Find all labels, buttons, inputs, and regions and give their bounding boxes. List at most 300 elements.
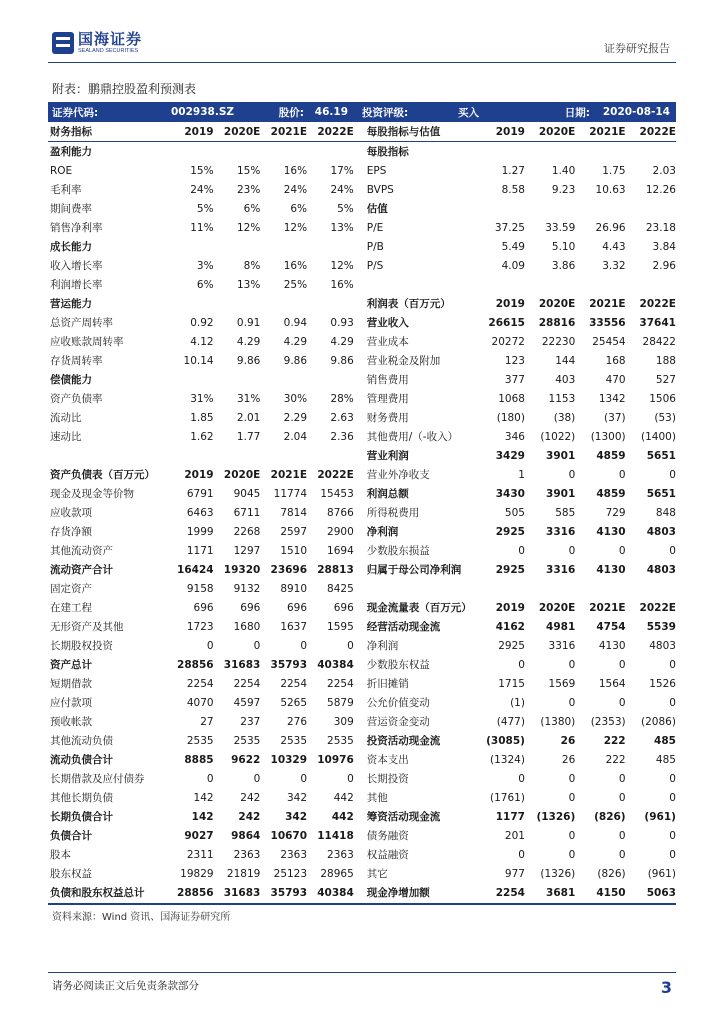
table-row [48, 122, 676, 142]
right-value-cell: 470 [605, 373, 626, 386]
table-row [48, 389, 676, 408]
right-value-cell: (961) [647, 867, 676, 880]
right-value-cell: 201 [504, 829, 525, 842]
left-value-cell: 10670 [270, 829, 308, 842]
right-label-cell: 少数股东损益 [366, 545, 430, 557]
right-value-cell: 2020E [538, 297, 576, 310]
left-value-cell: 31% [236, 392, 261, 405]
ticker-code-label: 证券代码: [52, 106, 99, 119]
right-value-cell: 485 [655, 753, 676, 766]
right-value-cell: (961) [644, 810, 676, 823]
ticker-code-value: 002938.SZ [171, 106, 234, 118]
table-row [48, 655, 676, 674]
left-value-cell: 10.14 [183, 354, 214, 367]
right-value-cell: 2021E [589, 601, 626, 614]
left-value-cell: 1595 [327, 620, 354, 633]
left-value-cell: 1.77 [236, 430, 261, 443]
left-value-cell: 696 [240, 601, 261, 614]
right-label-cell: 营业成本 [366, 336, 409, 348]
table-row [48, 845, 676, 864]
right-value-cell: 0 [669, 696, 676, 709]
left-value-cell: 0.91 [236, 316, 261, 329]
right-value-cell: 403 [555, 373, 576, 386]
left-label-cell: ROE [50, 164, 73, 177]
right-value-cell: 5.49 [501, 240, 525, 253]
right-value-cell: (1) [510, 696, 525, 709]
left-label-cell: 存货周转率 [50, 355, 103, 367]
table-caption: 附表：鹏鼎控股盈利预测表 [52, 82, 197, 96]
right-value-cell: 3.86 [551, 259, 576, 272]
right-value-cell: 0 [669, 848, 676, 861]
left-value-cell: 2022E [317, 125, 354, 138]
header-divider [48, 62, 676, 63]
left-value-cell: 9622 [231, 753, 261, 766]
right-label-cell: 净利润 [366, 640, 399, 652]
left-value-cell: 35793 [270, 886, 308, 899]
left-value-cell: 2597 [280, 525, 308, 538]
right-value-cell: 1.40 [551, 164, 576, 177]
right-value-cell: 3.32 [602, 259, 626, 272]
right-value-cell: 0 [518, 658, 525, 671]
right-value-cell: 0 [568, 772, 576, 785]
right-value-cell: 2020E [538, 601, 576, 614]
right-value-cell: 2.96 [652, 259, 676, 272]
right-label-cell: P/E [366, 221, 384, 234]
right-value-cell: 1569 [548, 677, 576, 690]
right-label-cell: 所得税费用 [366, 507, 420, 519]
left-value-cell: 9158 [186, 582, 214, 595]
right-value-cell: 10.63 [595, 183, 626, 196]
left-value-cell: 35793 [270, 658, 308, 671]
right-value-cell: 2925 [495, 525, 525, 538]
table-row [48, 237, 676, 256]
right-value-cell: (1324) [490, 753, 525, 766]
price-value: 46.19 [314, 106, 348, 118]
table-row [48, 807, 676, 826]
left-value-cell: 19320 [223, 563, 261, 576]
right-value-cell: 3430 [495, 487, 525, 500]
left-label-cell: 负债合计 [50, 830, 92, 842]
table-row [48, 218, 676, 237]
right-label-cell: 利润表（百万元） [366, 298, 451, 310]
table-row [48, 522, 676, 541]
right-value-cell: 1564 [598, 677, 626, 690]
right-value-cell: 8.58 [501, 183, 525, 196]
right-value-cell: 1.75 [602, 164, 626, 177]
left-value-cell: 2363 [233, 848, 261, 861]
left-value-cell: 9864 [231, 829, 261, 842]
left-value-cell: 15453 [320, 487, 354, 500]
left-value-cell: 2535 [327, 734, 354, 747]
right-value-cell: (53) [654, 411, 676, 424]
report-type-label: 证券研究报告 [604, 42, 670, 55]
left-value-cell: 2019 [184, 125, 214, 138]
right-value-cell: 22230 [541, 335, 576, 348]
right-value-cell: 2019 [495, 297, 525, 310]
right-value-cell: 3901 [546, 487, 576, 500]
right-value-cell: 222 [603, 734, 626, 747]
right-value-cell: 4981 [546, 620, 576, 633]
right-label-cell: 归属于母公司净利润 [366, 564, 462, 576]
right-value-cell: (826) [594, 810, 626, 823]
right-value-cell: 37641 [639, 316, 676, 329]
right-value-cell: (3085) [486, 734, 525, 747]
left-value-cell: 342 [285, 810, 308, 823]
right-value-cell: 1526 [649, 677, 676, 690]
company-logo [52, 32, 142, 55]
left-value-cell: 9.86 [236, 354, 261, 367]
price-label: 股价: [278, 106, 304, 119]
left-value-cell: 5% [337, 202, 354, 215]
right-value-cell: 2925 [498, 639, 525, 652]
left-value-cell: 8885 [184, 753, 214, 766]
left-value-cell: 2254 [327, 677, 354, 690]
right-value-cell: 0 [568, 468, 576, 481]
left-label-cell: 流动负债合计 [50, 754, 113, 766]
left-value-cell: 5% [196, 202, 214, 215]
left-value-cell: 28813 [317, 563, 354, 576]
right-label-cell: 净利润 [366, 526, 399, 538]
right-value-cell: 346 [504, 430, 525, 443]
right-value-cell: 26.96 [595, 221, 626, 234]
left-value-cell: 0 [206, 639, 214, 652]
left-label-cell: 在建工程 [50, 602, 92, 614]
right-value-cell: (37) [604, 411, 626, 424]
left-value-cell: 2535 [233, 734, 261, 747]
table-row [48, 199, 676, 218]
right-label-cell: P/B [366, 240, 384, 253]
right-label-cell: 营业税金及附加 [366, 355, 441, 367]
right-value-cell: 3316 [546, 563, 576, 576]
table-row [48, 731, 676, 750]
left-value-cell: 13% [236, 278, 261, 291]
left-value-cell: 2363 [280, 848, 308, 861]
left-label-cell: 速动比 [50, 431, 82, 443]
table-row [48, 503, 676, 522]
left-value-cell: 15% [190, 164, 214, 177]
right-label-cell: 营业外净收支 [366, 469, 430, 481]
left-value-cell: 4.12 [190, 335, 214, 348]
right-value-cell: 0 [669, 772, 676, 785]
left-label-cell: 其他流动负债 [50, 735, 113, 747]
left-value-cell: 16% [283, 259, 308, 272]
left-label-cell: 流动比 [50, 412, 82, 424]
left-value-cell: 237 [240, 715, 261, 728]
right-value-cell: 0 [618, 468, 626, 481]
table-row [48, 313, 676, 332]
left-value-cell: 12% [330, 259, 354, 272]
right-value-cell: 729 [605, 506, 626, 519]
left-value-cell: 0 [347, 639, 354, 652]
right-label-cell: 估值 [366, 203, 388, 215]
table-row [48, 560, 676, 579]
left-value-cell: 12% [283, 221, 308, 234]
right-value-cell: 485 [654, 734, 676, 747]
left-value-cell: 0 [347, 772, 354, 785]
left-value-cell: 24% [330, 183, 354, 196]
left-value-cell: 242 [238, 810, 261, 823]
right-value-cell: 1153 [548, 392, 576, 405]
right-value-cell: 4.09 [501, 259, 525, 272]
left-value-cell: 1297 [233, 544, 261, 557]
left-label-cell: 现金及现金等价物 [50, 488, 134, 500]
table-row [48, 332, 676, 351]
table-row [48, 579, 676, 598]
right-value-cell: 527 [655, 373, 676, 386]
left-value-cell: 4.29 [330, 335, 354, 348]
right-value-cell: 26 [561, 753, 576, 766]
date-label: 日期: [564, 106, 590, 119]
right-value-cell: 3316 [548, 639, 576, 652]
left-label-cell: 销售净利率 [50, 222, 103, 234]
left-value-cell: 9.86 [283, 354, 308, 367]
right-value-cell: 222 [605, 753, 626, 766]
table-row [48, 484, 676, 503]
left-label-cell: 期间费率 [50, 203, 92, 215]
right-value-cell: 505 [504, 506, 525, 519]
left-value-cell: 8766 [327, 506, 354, 519]
table-row [48, 674, 676, 693]
left-value-cell: 15% [236, 164, 261, 177]
left-value-cell: 2.63 [330, 411, 354, 424]
left-label-cell: 资产总计 [50, 659, 92, 671]
date-value: 2020-08-14 [602, 106, 670, 118]
table-row [48, 370, 676, 389]
left-value-cell: 2020E [223, 468, 261, 481]
left-value-cell: 2.01 [236, 411, 261, 424]
left-value-cell: 276 [287, 715, 308, 728]
right-value-cell: 0 [518, 848, 525, 861]
left-value-cell: 0 [300, 772, 308, 785]
page-header [48, 30, 676, 60]
right-value-cell: 4130 [596, 525, 626, 538]
right-value-cell: 1 [518, 468, 525, 481]
left-label-cell: 流动资产合计 [50, 564, 113, 576]
right-value-cell: 0 [518, 544, 525, 557]
left-label-cell: 无形资产及其他 [50, 621, 124, 633]
left-value-cell: 2022E [317, 468, 354, 481]
logo-icon [52, 32, 74, 54]
right-value-cell: 23.18 [645, 221, 676, 234]
left-value-cell: 4.29 [283, 335, 308, 348]
right-label-cell: 每股指标与估值 [366, 126, 441, 138]
left-value-cell: 2.36 [330, 430, 354, 443]
right-value-cell: 0 [568, 658, 576, 671]
left-label-cell: 成长能力 [50, 241, 92, 253]
table-row [48, 142, 676, 161]
right-value-cell: 5063 [646, 886, 676, 899]
left-value-cell: 6791 [186, 487, 214, 500]
right-label-cell: 权益融资 [366, 849, 409, 861]
right-value-cell: 20272 [491, 335, 525, 348]
right-value-cell: 2.03 [652, 164, 676, 177]
right-label-cell: 投资活动现金流 [366, 735, 441, 747]
left-value-cell: 0.92 [190, 316, 214, 329]
right-value-cell: 585 [555, 506, 576, 519]
right-value-cell: 123 [504, 354, 525, 367]
table-row [48, 636, 676, 655]
left-value-cell: 2.04 [283, 430, 308, 443]
left-value-cell: 2268 [233, 525, 261, 538]
left-value-cell: 24% [283, 183, 308, 196]
right-value-cell: 0 [669, 468, 676, 481]
right-label-cell: 少数股东权益 [366, 659, 430, 671]
right-label-cell: 营业利润 [366, 450, 409, 462]
left-value-cell: 0.93 [330, 316, 354, 329]
left-value-cell: 40384 [317, 886, 354, 899]
left-value-cell: 5265 [280, 696, 308, 709]
left-label-cell: 股东权益 [50, 868, 92, 880]
left-value-cell: 1694 [327, 544, 354, 557]
table-row [48, 693, 676, 712]
right-label-cell: 其他费用/（-收入） [366, 431, 459, 443]
left-value-cell: 7814 [280, 506, 308, 519]
left-label-cell: 固定资产 [50, 583, 92, 595]
left-label-cell: 预收帐款 [50, 716, 92, 728]
right-label-cell: 长期投资 [366, 773, 409, 785]
left-value-cell: 6% [243, 202, 261, 215]
right-value-cell: 2019 [495, 601, 525, 614]
table-row [48, 541, 676, 560]
right-value-cell: 1068 [498, 392, 525, 405]
left-value-cell: 28856 [177, 658, 214, 671]
right-label-cell: BVPS [366, 183, 394, 196]
left-value-cell: 16% [330, 278, 354, 291]
right-value-cell: 4803 [646, 563, 676, 576]
left-value-cell: 11418 [317, 829, 354, 842]
left-label-cell: 短期借款 [50, 678, 92, 690]
left-value-cell: 696 [193, 601, 214, 614]
left-label-cell: 长期股权投资 [50, 640, 113, 652]
right-value-cell: 3681 [546, 886, 576, 899]
right-value-cell: 4754 [596, 620, 626, 633]
left-value-cell: 1723 [186, 620, 214, 633]
table-row [48, 351, 676, 370]
right-value-cell: 2021E [589, 125, 626, 138]
right-label-cell: EPS [366, 164, 387, 177]
left-value-cell: 0 [253, 772, 261, 785]
right-value-cell: 4859 [596, 487, 626, 500]
left-value-cell: 309 [333, 715, 354, 728]
left-value-cell: 6463 [186, 506, 214, 519]
right-value-cell: (2353) [590, 715, 626, 728]
left-value-cell: 2535 [186, 734, 214, 747]
left-value-cell: 5879 [327, 696, 354, 709]
right-value-cell: 0 [618, 544, 626, 557]
table-row [48, 712, 676, 731]
left-value-cell: 242 [240, 791, 261, 804]
data-source-note: 资料来源：Wind 资讯、国海证券研究所 [52, 912, 231, 923]
right-value-cell: 0 [568, 544, 576, 557]
left-value-cell: 8425 [327, 582, 354, 595]
left-value-cell: 6711 [233, 506, 261, 519]
left-value-cell: 142 [193, 791, 214, 804]
right-value-cell: 377 [504, 373, 525, 386]
logo-english-name: SEALAND SECURITIES [78, 48, 139, 54]
left-value-cell: 1999 [186, 525, 214, 538]
ticker-row [48, 102, 676, 122]
left-value-cell: 31% [190, 392, 214, 405]
left-value-cell: 24% [190, 183, 214, 196]
right-value-cell: 0 [568, 696, 576, 709]
right-value-cell: (1326) [536, 810, 576, 823]
right-value-cell: (1400) [641, 430, 676, 443]
right-value-cell: 4130 [598, 639, 626, 652]
left-value-cell: 696 [287, 601, 308, 614]
left-value-cell: 2363 [327, 848, 354, 861]
right-value-cell: 5651 [646, 487, 676, 500]
left-value-cell: 10329 [270, 753, 308, 766]
left-value-cell: 1.85 [190, 411, 214, 424]
table-row [48, 161, 676, 180]
right-value-cell: (1761) [490, 791, 525, 804]
right-value-cell: (180) [496, 411, 525, 424]
right-value-cell: 0 [669, 829, 676, 842]
right-value-cell: 4859 [596, 449, 626, 462]
left-label-cell: 资产负债率 [50, 393, 103, 405]
left-value-cell: 6% [196, 278, 214, 291]
right-value-cell: 2019 [495, 125, 525, 138]
right-value-cell: 0 [518, 772, 525, 785]
right-label-cell: 管理费用 [366, 393, 409, 405]
table-row [48, 294, 676, 313]
right-value-cell: 26615 [488, 316, 525, 329]
left-value-cell: 21819 [226, 867, 261, 880]
table-row [48, 408, 676, 427]
left-label-cell: 财务指标 [50, 126, 92, 138]
left-value-cell: 23696 [270, 563, 308, 576]
right-label-cell: 其它 [366, 868, 388, 880]
right-value-cell: 3429 [495, 449, 525, 462]
left-label-cell: 应收账款周转率 [50, 336, 124, 348]
left-value-cell: 28856 [177, 886, 214, 899]
rating-value: 买入 [458, 106, 479, 119]
left-label-cell: 总资产周转率 [50, 317, 113, 329]
right-label-cell: 销售费用 [366, 374, 409, 386]
left-value-cell: 342 [287, 791, 308, 804]
left-value-cell: 442 [333, 791, 354, 804]
left-value-cell: 1637 [280, 620, 308, 633]
left-value-cell: 2311 [186, 848, 214, 861]
right-value-cell: 2925 [495, 563, 525, 576]
right-value-cell: 188 [655, 354, 676, 367]
table-row [48, 826, 676, 845]
right-value-cell: 0 [618, 848, 626, 861]
left-value-cell: 442 [331, 810, 354, 823]
left-value-cell: 27 [200, 715, 214, 728]
table-row [48, 256, 676, 275]
left-value-cell: 4597 [233, 696, 261, 709]
left-value-cell: 19829 [180, 867, 214, 880]
left-value-cell: 2254 [280, 677, 308, 690]
left-value-cell: 16424 [177, 563, 214, 576]
right-value-cell: 33556 [589, 316, 626, 329]
left-label-cell: 盈利能力 [50, 146, 92, 158]
left-value-cell: 25% [283, 278, 308, 291]
right-value-cell: 5.10 [551, 240, 576, 253]
table-row [48, 180, 676, 199]
right-value-cell: 2022E [639, 125, 676, 138]
left-value-cell: 2021E [270, 125, 308, 138]
right-value-cell: 0 [618, 829, 626, 842]
left-value-cell: 9.86 [330, 354, 354, 367]
left-value-cell: 31683 [223, 658, 261, 671]
left-value-cell: 2900 [327, 525, 354, 538]
left-label-cell: 股本 [50, 849, 71, 861]
table-row [48, 275, 676, 294]
left-value-cell: 6% [290, 202, 308, 215]
left-value-cell: 9027 [184, 829, 214, 842]
